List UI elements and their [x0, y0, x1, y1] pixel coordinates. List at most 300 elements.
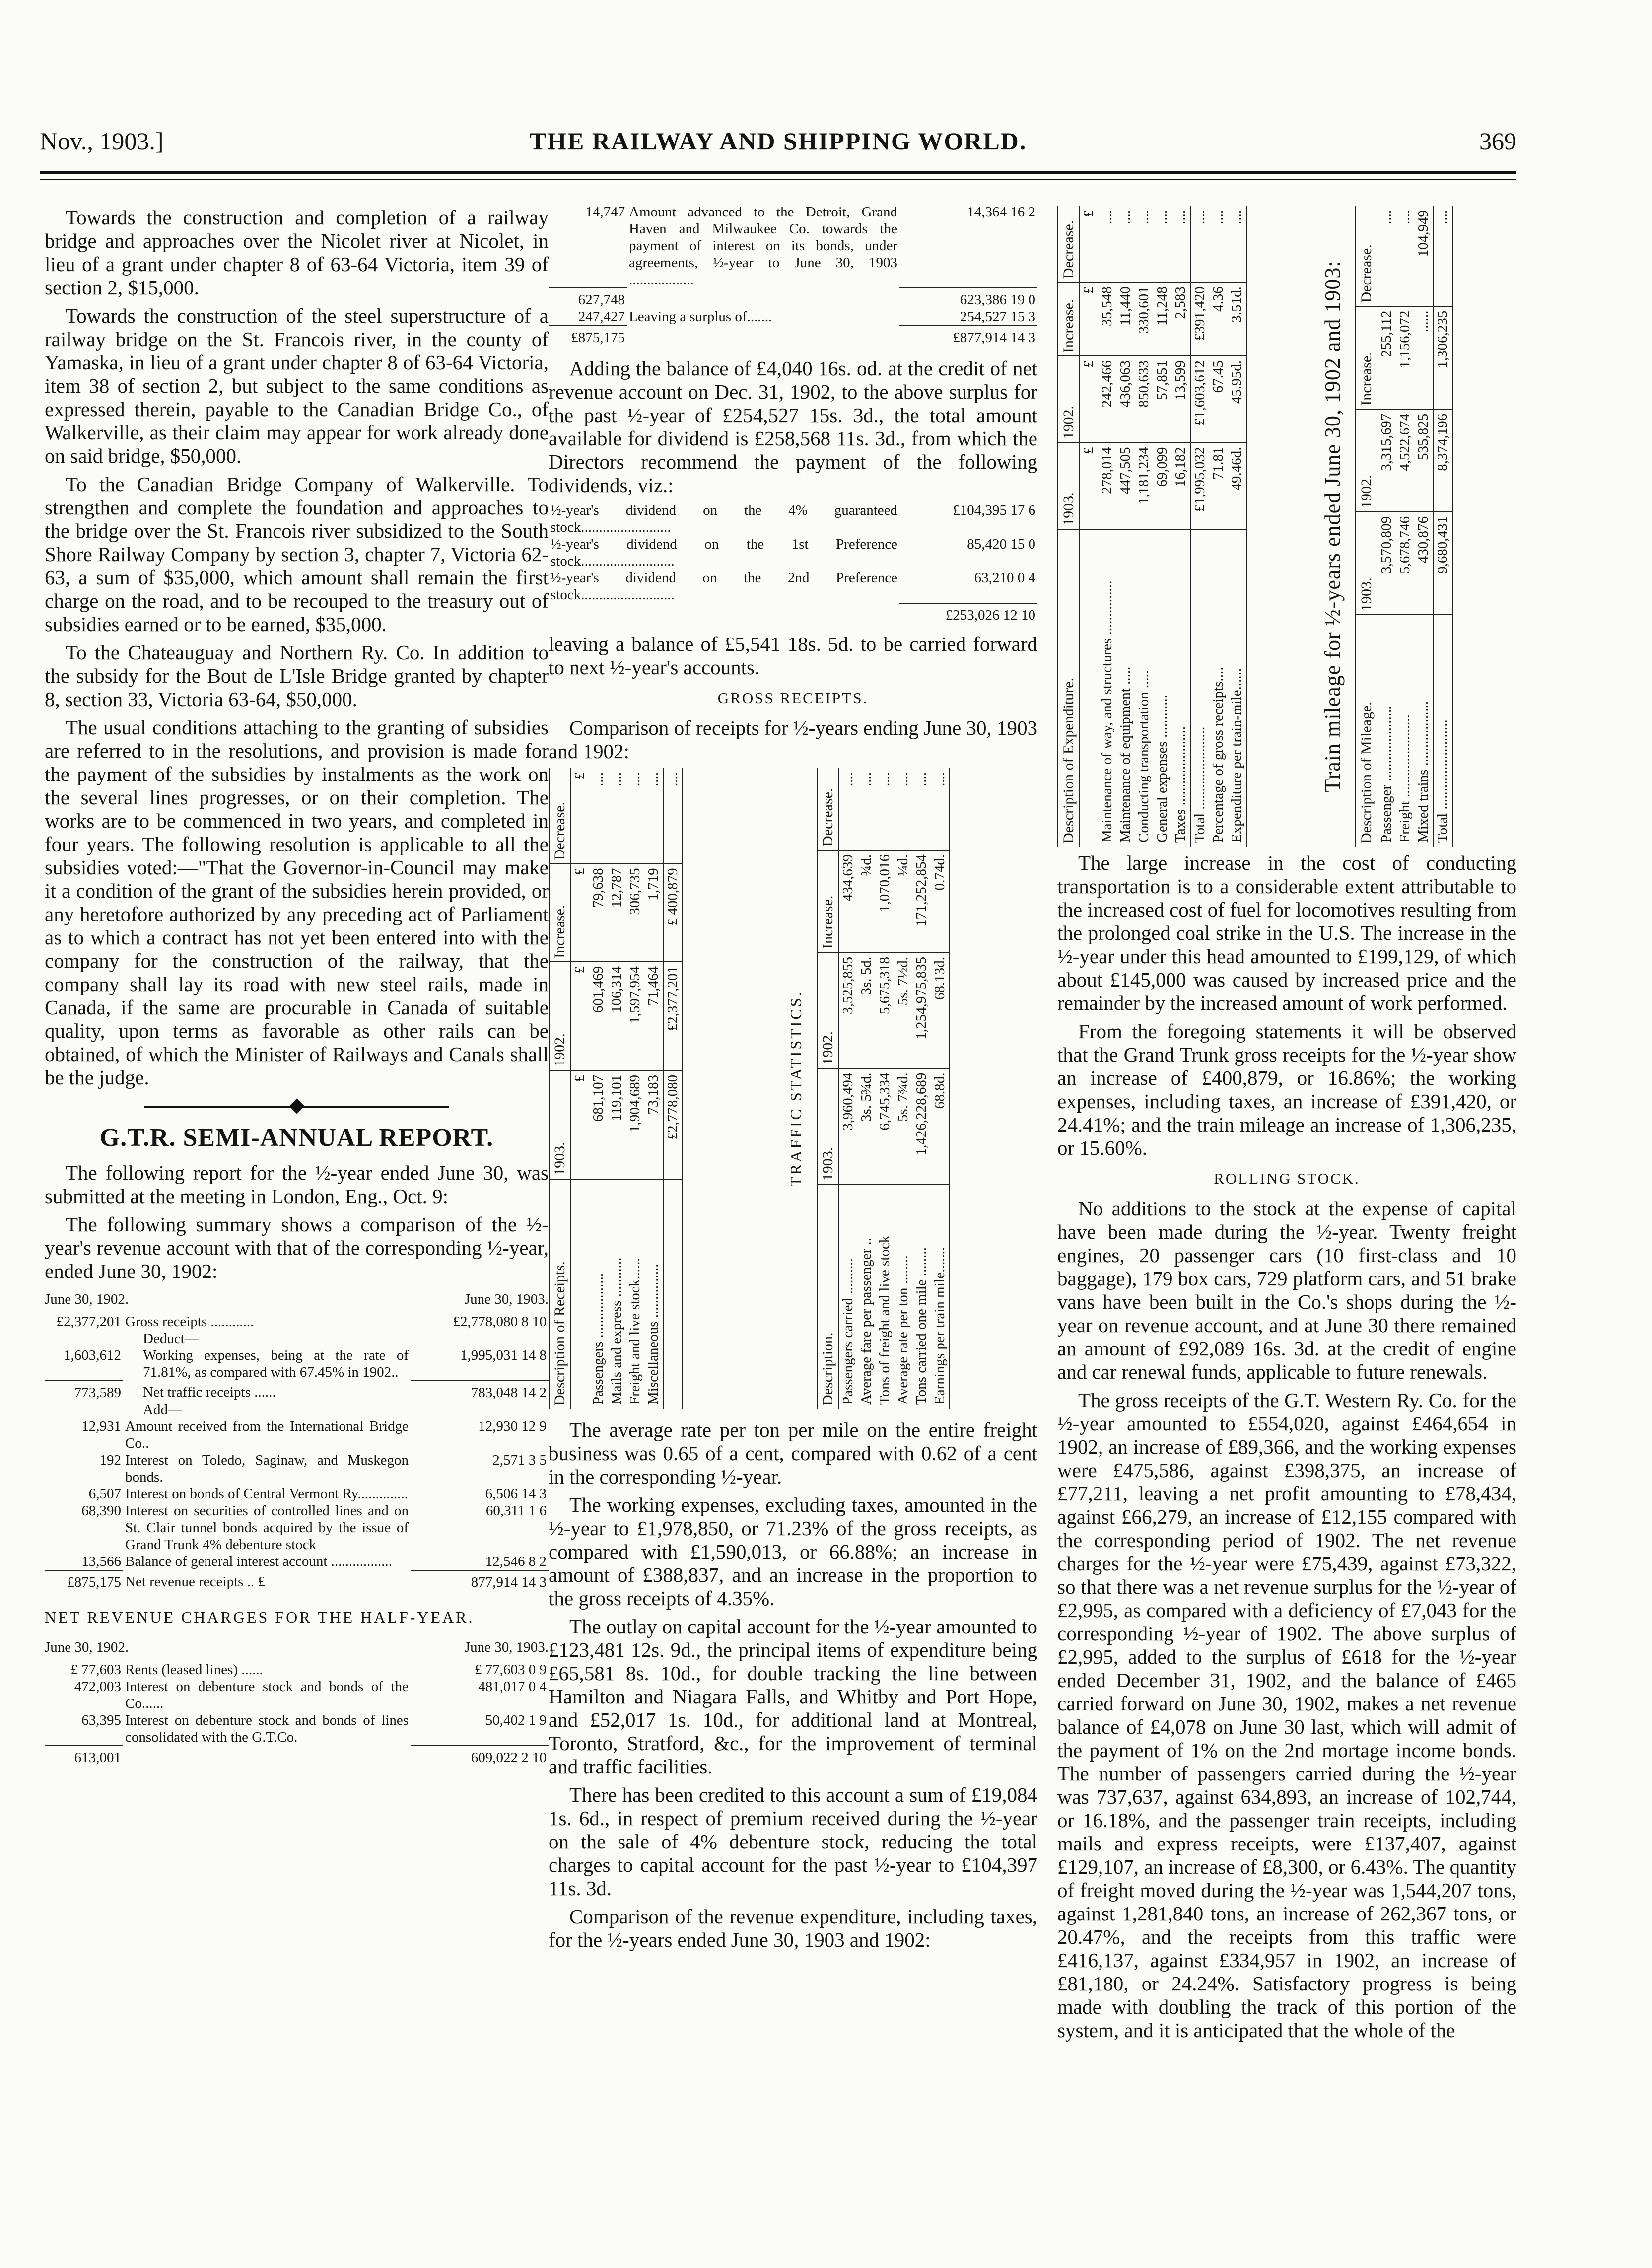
paragraph: Adding the balance of £4,040 16s. od. at the credit of net revenue account on Dec. 31, 1902, to the above surplus for the past ½-year of £254,527 15s. 3d., the total amount available for dividend is £258,568 11s. 3d., from which the Directors recommend the payment of the following dividends, viz.: — [549, 357, 1037, 496]
account-row — [45, 1418, 549, 1452]
line-item-label: Deduct— — [143, 1331, 199, 1347]
previous-amount: 68,390 — [81, 1503, 121, 1519]
units-row — [570, 768, 589, 1409]
paragraph: Towards the construction of the steel superstructure of a railway bridge on the St. Francois river, in the county of Yamaska, in lieu of a grant under chapter 8 of 63-64 Victoria, item 38 of section 2, but subject to the same conditions as expressed therein, payable to the Canadian Bridge Co., of Walkerville, as their claim may appear for work already done on said bridge, $50,000. — [45, 304, 549, 467]
total-cell — [663, 1179, 683, 1409]
line-item-label — [627, 326, 899, 346]
col3-rotated-area — [1057, 206, 1516, 851]
table-cell: 242,466 — [1098, 356, 1116, 442]
current-amount: 50,402 1 9 — [485, 1712, 547, 1728]
rotated-tables-area — [549, 768, 1037, 1418]
current-amount: 783,048 14 2 — [411, 1381, 549, 1401]
line-item-label: Interest on Toledo, Saginaw, and Muskegon bonds. — [125, 1452, 409, 1485]
table-cell: 447,505 — [1116, 442, 1135, 529]
table-cell: 601,469 — [589, 962, 608, 1070]
line-item-label: Leaving a surplus of....... — [629, 309, 772, 325]
table-row — [589, 768, 608, 1409]
paragraph: The large increase in the cost of conducting transportation is to a considerable extent attributable to the increased cost of fuel for locomotives resulting from the prolonged coal strike in the U.S. The increase in the ½-year under this head amounted to £199,129, of which about £145,000 was caused by increased price and the remainder by the increased amount of work performed. — [1057, 851, 1516, 1014]
table-cell: .... — [608, 768, 626, 863]
current-amount: 1,995,031 14 8 — [460, 1347, 547, 1363]
table-cell: 1,904,689 — [626, 1070, 644, 1179]
unit-cell: £ — [1079, 206, 1098, 282]
table-row — [912, 768, 931, 1409]
table-cell: Freight and live stock...... — [627, 1258, 643, 1405]
table-cell: 3,960,494 — [838, 1068, 857, 1185]
line-item-label: Interest on bonds of Central Vermont Ry.............. — [125, 1486, 408, 1502]
total-cell: 8,374,196 — [1433, 409, 1452, 512]
line-item-label — [549, 603, 899, 624]
current-amount: 60,311 1 6 — [485, 1503, 547, 1519]
table-cell: 3,525,855 — [838, 952, 857, 1068]
line-item-label — [627, 288, 899, 308]
unit-cell: £ — [1079, 282, 1098, 356]
previous-amount: 627,748 — [549, 288, 627, 308]
current-amount: £104,395 17 6 — [953, 502, 1035, 518]
table-cell: .... — [1396, 206, 1414, 306]
table-cell: 3s. 5d. — [857, 952, 876, 1068]
column-header: Description of Expenditure. — [1058, 529, 1079, 847]
table-cell: 68.8d. — [931, 1068, 950, 1185]
table-cell: Earnings per train mile....... — [932, 1247, 948, 1405]
table-cell: Maintenance of equipment ..... — [1117, 666, 1133, 843]
previous-amount: 12,931 — [81, 1418, 121, 1434]
table-row — [1098, 206, 1116, 847]
unit-cell — [1079, 529, 1098, 847]
column-3 — [1057, 206, 1516, 2047]
unit-cell: £ — [570, 962, 589, 1070]
table-cell: 106,314 — [608, 962, 626, 1070]
current-amount: £253,026 12 10 — [899, 603, 1037, 624]
header-rule — [40, 171, 1516, 174]
paragraph: To the Chateauguay and Northern Ry. Co. In addition to the subsidy for the Bout de L'Isle Bridge granted by chapter 8, section 33, Victoria 63-64, $50,000. — [45, 641, 549, 710]
previous-amount: 613,001 — [45, 1746, 123, 1766]
train-title-box — [1318, 206, 1353, 847]
date-left: June 30, 1902. — [45, 1291, 129, 1307]
table-cell: 5s. 7¾d. — [894, 1068, 912, 1185]
total-cell: £2,377,201 — [663, 962, 683, 1070]
gross-receipts-heading: GROSS RECEIPTS. — [717, 689, 869, 707]
paragraph: There has been credited to this account a sum of £19,084 1s. 6d., in respect of premium received during the ½-year on the sale of 4% debenture stock, reducing the total charges to capital account for the past ½-year to £104,397 11s. 3d. — [549, 1783, 1037, 1900]
account-row — [45, 1347, 549, 1381]
previous-amount: 6,507 — [88, 1486, 121, 1502]
current-amount: 14,364 16 2 — [967, 204, 1035, 220]
table-cell: 57,851 — [1153, 356, 1171, 442]
table-cell: 3,315,697 — [1377, 409, 1396, 512]
train-mileage-title: Train mileage for ½-years ended June 30, 1902 and 1903: — [1320, 260, 1345, 792]
line-item-label: Net traffic receipts ...... — [143, 1384, 276, 1400]
column-header: Increase. — [1058, 282, 1079, 356]
column-header: Description of Mileage. — [1356, 615, 1377, 847]
account-row — [45, 1502, 549, 1553]
table-cell: 11,248 — [1153, 282, 1171, 356]
table-cell: .... — [838, 768, 857, 850]
account-row — [45, 1712, 549, 1746]
line-item-label: ½-year's dividend on the 1st Preference stock.......................... — [551, 536, 897, 569]
expenditure-table-rotated — [1057, 206, 1247, 847]
table-row — [857, 768, 876, 1409]
account-row — [45, 1330, 549, 1347]
table-cell: 330,601 — [1135, 282, 1153, 356]
line-item-label: Working expenses, being at the rate of 71.81%, as compared with 67.45% in 1902.. — [143, 1347, 409, 1380]
account-row — [45, 1381, 549, 1401]
total-cell: 49.46d. — [1228, 442, 1246, 529]
previous-amount: 14,747 — [585, 204, 625, 220]
account-row — [45, 1313, 549, 1330]
table-cell: .... — [894, 768, 912, 850]
total-cell: £ 400,879 — [663, 863, 683, 962]
current-amount: £2,778,080 8 10 — [453, 1314, 547, 1330]
table-header-row — [1356, 206, 1377, 847]
total-cell: .... — [1209, 206, 1228, 282]
table-cell: 1,156,072 — [1396, 306, 1414, 409]
table-cell: 1,426,228,689 — [912, 1068, 931, 1185]
table-cell: 1,254,975,835 — [912, 952, 931, 1068]
table-cell: 73,183 — [644, 1070, 663, 1179]
column-header: Decrease. — [1356, 206, 1377, 306]
current-amount: 63,210 0 4 — [974, 570, 1035, 586]
table-row — [876, 768, 894, 1409]
table-cell: .... — [1116, 206, 1135, 282]
paragraph: leaving a balance of £5,541 18s. 5d. to be carried forward to next ½-year's accounts. — [549, 633, 1037, 679]
revenue-account-table — [45, 1313, 549, 1591]
page-header — [40, 127, 1516, 161]
traffic-table-rotated — [817, 768, 950, 1409]
table-row — [1171, 206, 1190, 847]
line-item-label: ½-year's dividend on the 4% guaranteed stock......................... — [551, 502, 897, 535]
table-cell: .... — [931, 768, 950, 850]
table-cell: 5,675,318 — [876, 952, 894, 1068]
unit-cell — [570, 1179, 589, 1409]
line-item-label: Balance of general interest account ................. — [125, 1554, 392, 1569]
line-item-label: Amount received from the International Bridge Co.. — [125, 1418, 409, 1451]
column-header: Increase. — [549, 863, 570, 962]
table-cell: 1,719 — [644, 863, 663, 962]
total-row — [1433, 206, 1452, 847]
previous-amount: 472,003 — [74, 1679, 121, 1695]
previous-amount: 1,603,612 — [64, 1347, 121, 1363]
table-cell: 1,597,954 — [626, 962, 644, 1070]
table-cell: .... — [644, 768, 663, 863]
table-cell: Average fare per passenger .. — [858, 1238, 874, 1405]
total-cell: Expenditure per train-mile...... — [1229, 668, 1244, 843]
total-cell: £1,995,032 — [1190, 442, 1209, 529]
total-row — [1190, 206, 1209, 847]
table-header-row — [1058, 206, 1079, 847]
column-header: Decrease. — [549, 768, 570, 863]
table-cell: Average rate per ton ........ — [895, 1255, 911, 1405]
paragraph: To the Canadian Bridge Company of Walkerville. To strengthen and complete the foundation and approaches to the bridge over the St. Francois river subsidized to the South Shore Railway Company by section 3, chapter 7, Victoria 62-63, a sum of $35,000, which amount shall remain the first charge on the road, and to be recouped to the treasury out of subsidies earned or to be earned, $35,000. — [45, 473, 549, 636]
table-header-row — [549, 768, 570, 1409]
line-item-label: Amount advanced to the Detroit, Grand Haven and Milwaukee Co. towards the payment of interest on its bonds, under agreements, ½-year to June 30, 1903 .................. — [629, 204, 897, 287]
total-row — [663, 768, 683, 1409]
net-revenue-heading: NET REVENUE CHARGES FOR THE HALF-YEAR. — [45, 1608, 475, 1626]
current-amount: 877,914 14 3 — [411, 1570, 549, 1591]
line-item-label: Gross receipts ............ — [125, 1314, 254, 1330]
table-cell: 69,099 — [1153, 442, 1171, 529]
charges-continued-table — [549, 204, 1037, 346]
table-cell: 12,787 — [608, 863, 626, 962]
rolling-stock-heading: ROLLING STOCK. — [1214, 1170, 1360, 1187]
table-cell: Taxes ...................... — [1172, 726, 1188, 843]
unit-cell: £ — [570, 1070, 589, 1179]
table-cell: Conducting transportation ..... — [1136, 670, 1152, 843]
table-row — [838, 768, 857, 1409]
mileage-table-box — [1355, 206, 1516, 847]
revenue-dates — [45, 1288, 549, 1311]
header-rule-thin — [40, 179, 1516, 180]
account-row — [45, 1570, 549, 1591]
line-item-label: Interest on debenture stock and bonds of lines consolidated with the G.T.Co. — [125, 1712, 409, 1745]
account-row — [549, 288, 1037, 308]
table-cell: 255,112 — [1377, 306, 1396, 409]
table-row — [1414, 206, 1433, 847]
previous-amount — [45, 1330, 123, 1347]
table-cell: 5,678,746 — [1396, 512, 1414, 615]
column-header: Description. — [817, 1184, 838, 1409]
column-header: Decrease. — [817, 768, 838, 850]
total-cell: Total ......................... — [1433, 615, 1452, 847]
expenditure-table — [1057, 206, 1247, 847]
column-header: 1903. — [1356, 512, 1377, 615]
line-item-label: Net revenue receipts .. £ — [125, 1574, 265, 1590]
paragraph: The following summary shows a comparison of the ½-year's revenue account with that of the corresponding ½-year, ended June 30, 1902: — [45, 1213, 549, 1282]
paragraph: No additions to the stock at the expense of capital have been made during the ½-year. Twenty freight engines, 20 passenger cars (10 first-class and 10 baggage), 179 box cars, 729 platform cars, and 51 brake vans have been built in the Co.'s shops during the ½-year on revenue account, and at June 30 there remained an amount of £92,089 16s. 3d. at the credit of engine and car renewal funds, applicable to future renewals. — [1057, 1197, 1516, 1383]
table-cell: 278,014 — [1098, 442, 1116, 529]
previous-amount: £ 77,603 — [70, 1662, 121, 1678]
table-cell: 171,252,854 — [912, 850, 931, 952]
total-cell: 3.51d. — [1228, 282, 1246, 356]
total-cell: 4.36 — [1209, 282, 1228, 356]
table-row — [1396, 206, 1414, 847]
total-row — [1209, 206, 1228, 847]
account-row — [45, 1553, 549, 1570]
table-cell: 535,825 — [1414, 409, 1433, 512]
unit-cell: £ — [570, 863, 589, 962]
previous-amount: £875,175 — [549, 326, 627, 346]
account-row — [45, 1486, 549, 1502]
table-cell: 681,107 — [589, 1070, 608, 1179]
table-cell: Tons carried one mile ........ — [913, 1247, 929, 1405]
table-row — [626, 768, 644, 1409]
total-cell: 1,306,235 — [1433, 306, 1452, 409]
total-cell: 45.95d. — [1228, 356, 1246, 442]
section-divider — [45, 1099, 549, 1114]
date-left: June 30, 1902. — [45, 1639, 129, 1655]
column-2 — [549, 206, 1037, 1957]
table-cell: .... — [912, 768, 931, 850]
previous-amount: 247,427 — [578, 309, 625, 325]
paragraph: The following report for the ½-year ended June 30, was submitted at the meeting in London, Eng., Oct. 9: — [45, 1161, 549, 1207]
table-cell: 16,182 — [1171, 442, 1190, 529]
table-cell: .... — [1377, 206, 1396, 306]
unit-cell: £ — [1079, 442, 1098, 529]
table-cell: 436,063 — [1116, 356, 1135, 442]
table-row — [1116, 206, 1135, 847]
current-amount: 6,506 14 3 — [485, 1486, 547, 1502]
table-cell: 79,638 — [589, 863, 608, 962]
table-cell: General expenses ............ — [1154, 695, 1170, 843]
account-row — [45, 1678, 549, 1712]
table-row — [894, 768, 912, 1409]
current-amount: £877,914 14 3 — [899, 326, 1037, 346]
page-number: 369 — [1479, 127, 1516, 155]
table-cell: Miscellaneous ............... — [645, 1264, 661, 1405]
table-header-row — [817, 768, 838, 1409]
table-cell: 35,548 — [1098, 282, 1116, 356]
journal-title: THE RAILWAY AND SHIPPING WORLD. — [529, 127, 1027, 155]
column-header: Increase. — [817, 850, 838, 952]
column-header: 1902. — [817, 952, 838, 1068]
table-cell: 13,599 — [1171, 356, 1190, 442]
paragraph: From the foregoing statements it will be observed that the Grand Trunk gross receipts for the ½-year show an increase of £400,879, or 16.86%; the working expenses, including taxes, an increase of £391,420, or 24.41%; and the train mileage an increase of 1,306,235, or 15.60%. — [1057, 1020, 1516, 1159]
current-amount: 254,527 15 3 — [960, 309, 1035, 325]
traffic-title-box — [784, 768, 814, 1409]
account-row — [549, 326, 1037, 346]
total-cell: £2,778,080 — [663, 1070, 683, 1179]
table-cell: 4,522,674 — [1396, 409, 1414, 512]
table-cell: Freight ....................... — [1397, 714, 1413, 843]
table-cell: .... — [589, 768, 608, 863]
current-amount — [411, 1330, 549, 1347]
account-row — [549, 536, 1037, 569]
account-row — [549, 308, 1037, 326]
table-row — [644, 768, 663, 1409]
line-item-label: Rents (leased lines) ...... — [125, 1662, 263, 1678]
current-amount: 623,386 19 0 — [899, 288, 1037, 308]
unit-cell: £ — [1079, 356, 1098, 442]
line-item-label — [123, 1746, 411, 1766]
units-row — [1079, 206, 1098, 847]
current-amount: 481,017 0 4 — [478, 1679, 547, 1695]
col1-paragraphs — [45, 206, 549, 1089]
table-row — [1153, 206, 1171, 847]
expenditure-table-box — [1057, 206, 1315, 847]
current-amount: 609,022 2 10 — [411, 1746, 549, 1766]
line-item-label: Interest on securities of controlled lines and on St. Clair tunnel bonds acquired by the issue of Grand Trunk 4% debenture stock — [125, 1503, 409, 1553]
column-header: 1903. — [1058, 442, 1079, 529]
mileage-table-rotated — [1355, 206, 1453, 847]
total-cell: £391,420 — [1190, 282, 1209, 356]
traffic-table-box — [817, 768, 1035, 1409]
table-cell: 434,639 — [838, 850, 857, 952]
paragraph: The usual conditions attaching to the granting of subsidies are referred to in the resolutions, and provision is made for the payment of the subsidies by instalments as the work on the several lines progresses, or on their completion. The works are to be commenced in two years, and completed in four years. The following resolution is applicable to all the subsidies voted:—"That the Governor-in-Council may make it a condition of the grant of the subsidies herein provided, or any heretofore authorized by any preceding act of Parliament as to which a contract has not yet been entered into with the company for the construction of the railway, that the company shall lay its road with new steel rails, made in Canada, if the same are procurable in Canada of suitable quality, upon terms as favorable as other rails can be obtained, of which the Minister of Railways and Canals shall be the judge. — [45, 716, 549, 1089]
table-row — [608, 768, 626, 1409]
paragraph: The working expenses, excluding taxes, amounted in the ½-year to £1,978,850, or 71.23% of the gross receipts, as compared with £1,590,013, or 66.88%; an increase in amount of £388,837, and an increase in the proportion to the gross receipts of 4.35%. — [549, 1493, 1037, 1610]
table-cell: .... — [1171, 206, 1190, 282]
receipts-table-box — [549, 768, 782, 1409]
total-cell: 9,680,431 — [1433, 512, 1452, 615]
table-cell: 1,181,234 — [1135, 442, 1153, 529]
previous-amount — [45, 1401, 123, 1418]
account-row — [45, 1452, 549, 1486]
total-cell: 71.81 — [1209, 442, 1228, 529]
date-right: June 30, 1903. — [464, 1639, 549, 1655]
table-cell: 5s. 7½d. — [894, 952, 912, 1068]
column-header: Decrease. — [1058, 206, 1079, 282]
total-cell: Percentage of gross receipts.... — [1210, 667, 1226, 843]
table-cell: 119,101 — [608, 1070, 626, 1179]
current-amount: 2,571 3 5 — [492, 1452, 547, 1468]
paragraph: The outlay on capital account for the ½-year amounted to £123,481 12s. 9d., the principal items of expenditure being £65,581 8s. 10d., for double tracking the line between Hamilton and Niagara Falls, and Whitby and Port Hope, and £52,017 1s. 10d., for additional land at Montreal, Toronto, Stratford, &c., for the improvement of terminal and traffic facilities. — [549, 1615, 1037, 1778]
paragraph: Comparison of receipts for ½-years ending June 30, 1903 and 1902: — [549, 716, 1037, 763]
previous-amount: 13,566 — [81, 1554, 121, 1569]
table-cell: 11,440 — [1116, 282, 1135, 356]
table-cell: .... — [876, 768, 894, 850]
section-heading: G.T.R. SEMI-ANNUAL REPORT. — [99, 1124, 494, 1152]
paragraph: The average rate per ton per mile on the entire freight business was 0.65 of a cent, compared with 0.62 of a cent in the corresponding ½-year. — [549, 1418, 1037, 1488]
paragraph: The gross receipts of the G.T. Western Ry. Co. for the ½-year amounted to £554,020, against £464,654 in 1902, an increase of £89,366, and the working expenses were £475,586, against £398,375, an increase of £77,211, leaving a net profit amounting to £78,434, against £66,279, an increase of £12,155 compared with the corresponding period of 1902. The net revenue charges for the ½-year were £75,439, against £73,322, so that there was a net revenue surplus for the ½-year of £2,995, as compared with a deficiency of £7,043 for the corresponding ½-year of 1902. The above surplus of £2,995, added to the surplus of £618 for the ½-year ended December 31, 1902, and the balance of £465 carried forward on June 30, 1902, makes a net revenue balance of £4,078 on June 30 last, which will admit of the payment of 1% on the 2nd mortage income bonds. The number of passengers carried during the ½-year was 737,637, against 634,893, an increase of 102,744, or 16.18%, and the passenger train receipts, including mails and express receipts, were £137,407, against £129,107, an increase of £8,300, or 6.43%. The quantity of freight moved during the ½-year was 1,544,207 tons, against 1,281,840 tons, an increase of 262,367 tons, or 20.47%, and the receipts from this traffic were £416,137, against £334,957 in 1902, an increase of £81,180, or 24.24%. Satisfactory progress is being made with doubling the track of this portion of the system, and it is anticipated that the whole of the — [1057, 1389, 1516, 2042]
total-cell: .... — [1433, 206, 1452, 306]
table-row — [1377, 206, 1396, 847]
column-header: 1902. — [1356, 409, 1377, 512]
previous-amount: 63,395 — [81, 1712, 121, 1728]
table-cell: 3,570,809 — [1377, 512, 1396, 615]
total-cell: .... — [1228, 206, 1246, 282]
table-cell: Tons of freight and live stock — [877, 1235, 893, 1405]
previous-amount: 773,589 — [45, 1381, 123, 1401]
account-row — [45, 1401, 549, 1418]
account-row — [549, 569, 1037, 603]
table-cell: 1,070,016 — [876, 850, 894, 952]
column-header: Description of Receipts. — [549, 1179, 570, 1409]
table-cell: .... — [1153, 206, 1171, 282]
table-cell: Passengers carried .......... — [840, 1258, 856, 1405]
current-amount: £ 77,603 0 9 — [475, 1662, 547, 1678]
total-cell: 67.45 — [1209, 356, 1228, 442]
table-cell: 71,464 — [644, 962, 663, 1070]
line-item-label: Interest on debenture stock and bonds of the Co...... — [125, 1679, 409, 1711]
table-row — [931, 768, 950, 1409]
date-right: June 30, 1903. — [464, 1291, 549, 1307]
traffic-table — [817, 768, 950, 1409]
previous-amount: £2,377,201 — [56, 1314, 121, 1330]
header-date: Nov., 1903.] — [40, 127, 164, 155]
account-row — [45, 1746, 549, 1766]
account-row — [549, 502, 1037, 536]
line-item-label: Add— — [143, 1402, 182, 1418]
previous-amount: £875,175 — [45, 1570, 123, 1591]
table-cell: Maintenance of way, and structures ............... — [1099, 580, 1115, 843]
receipts-table-rotated — [549, 768, 683, 1409]
table-cell: .... — [857, 768, 876, 850]
column-header: 1903. — [817, 1068, 838, 1185]
table-cell: 306,735 — [626, 863, 644, 962]
table-cell: 6,745,334 — [876, 1068, 894, 1185]
current-amount: 85,420 15 0 — [967, 536, 1035, 552]
paragraph: Comparison of the revenue expenditure, including taxes, for the ½-years ended June 30, 1903 and 1902: — [549, 1905, 1037, 1951]
table-cell: ¾d. — [857, 850, 876, 952]
total-cell: .... — [663, 768, 683, 863]
column-header: 1902. — [1058, 356, 1079, 442]
account-row — [549, 204, 1037, 288]
current-amount: 12,930 12 9 — [478, 1418, 547, 1434]
table-cell: 104,949 — [1414, 206, 1433, 306]
table-cell: ¼d. — [894, 850, 912, 952]
table-cell: Passengers .................. — [590, 1273, 606, 1405]
table-cell: Passenger ..................... — [1378, 706, 1394, 843]
column-1 — [45, 206, 549, 1766]
table-cell: 0.74d. — [931, 850, 950, 952]
unit-cell: £ — [570, 768, 589, 863]
table-cell: .... — [1098, 206, 1116, 282]
table-cell: 2,583 — [1171, 282, 1190, 356]
table-cell: ...... — [1414, 306, 1433, 409]
current-amount — [411, 1401, 549, 1418]
table-row — [1135, 206, 1153, 847]
column-header: Increase. — [1356, 306, 1377, 409]
net-revenue-dates — [45, 1636, 549, 1659]
net-revenue-table — [45, 1661, 549, 1766]
